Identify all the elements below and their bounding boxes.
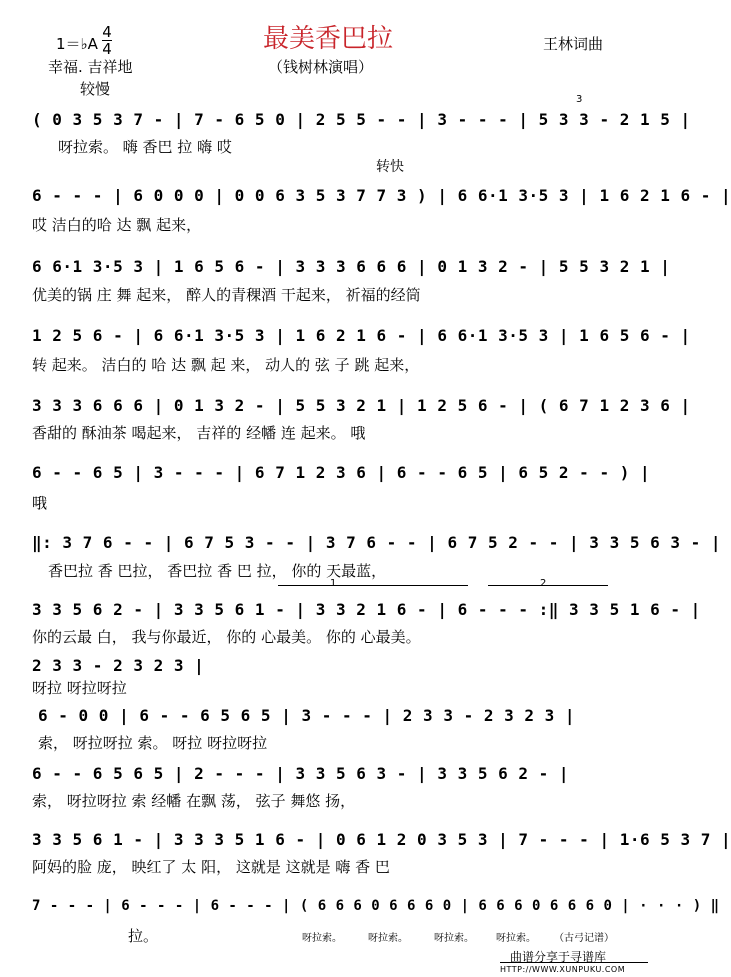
lyrics-line-2: 哎 洁白的哈 达 飘 起来， (32, 216, 202, 234)
score-line-7: ‖: 3 7 6 - - | 6 7 5 3 - - | 3 7 6 - - | 6 7 5 2 - - | 3 3 5 6 3 - | (32, 533, 722, 552)
chant-2: 呀拉索。 (368, 933, 408, 944)
score-line-10: 6 - 0 0 | 6 - - 6 5 6 5 | 3 - - - | 2 3 3 - 2 3 2 3 | (38, 706, 576, 725)
score-line-9: 2 3 3 - 2 3 2 3 | (32, 656, 205, 675)
score-line-5: 3 3 3 6 6 6 | 0 1 3 2 - | 5 5 3 2 1 | 1 2 5 6 - | ( 6 7 1 2 3 6 | (32, 396, 691, 415)
time-sig-bottom: 4 (102, 40, 112, 58)
score-line-2: 6 - - - | 6 0 0 0 | 0 0 6 3 5 3 7 7 3 ) | 6 6·1 3·5 3 | 1 6 2 1 6 - | (32, 186, 731, 205)
lyrics-line-9: 呀拉 呀拉呀拉 (32, 679, 127, 697)
lyrics-line-1: 呀拉索。 嗨 香巴 拉 嗨 哎 (58, 138, 232, 156)
score-line-11: 6 - - 6 5 6 5 | 2 - - - | 3 3 5 6 3 - | 3 3 5 6 2 - | (32, 764, 570, 783)
volta-1-mark: 1 (330, 578, 337, 589)
volta-1-bracket (278, 585, 468, 586)
song-title: 最美香巴拉 (262, 24, 393, 54)
volta-2-mark: 2 (540, 578, 547, 589)
lyrics-line-13: 拉。 (128, 927, 159, 945)
footer-share: 曲谱分享于寻谱库 (510, 950, 607, 964)
lyrics-line-6: 哦 (32, 494, 48, 512)
lyrics-line-10: 索， 呀拉呀拉 索。 呀拉 呀拉呀拉 (38, 734, 268, 752)
volta-2-bracket (488, 585, 608, 586)
lyrics-line-12: 阿妈的脸 庞， 映红了 太 阳， 这就是 这就是 嗨 香 巴 (32, 858, 390, 876)
chant-1: 呀拉索。 (302, 933, 342, 944)
score-line-13: 7 - - - | 6 - - - | 6 - - - | ( 6 6 6 0 6 6 6 0 | 6 6 6 0 6 6 6 0 | · · · ) ‖ (32, 898, 720, 914)
footer-url: HTTP://WWW.XUNPUKU.COM (500, 965, 626, 974)
subtitle: 幸福. 吉祥地 (48, 58, 133, 76)
lyrics-line-8: 你的云最 白， 我与你最近， 你的 心最美。 你的 心最美。 (32, 628, 421, 646)
score-line-1: ( 0 3 5 3 7 - | 7 - 6 5 0 | 2 5 5 - - | 3 - - - | 5 3 3 - 2 1 5 | (32, 110, 691, 129)
lyrics-line-3: 优美的锅 庄 舞 起来， 醉人的青稞酒 干起来， 祈福的经筒 (32, 286, 421, 304)
footer-rule (500, 962, 648, 963)
lyrics-line-4: 转 起来。 洁白的 哈 达 飘 起 来， 动人的 弦 子 跳 起来， (32, 356, 420, 374)
score-line-4: 1 2 5 6 - | 6 6·1 3·5 3 | 1 6 2 1 6 - | 6 6·1 3·5 3 | 1 6 5 6 - | (32, 326, 691, 345)
transcriber: （古弓记谱） (554, 933, 614, 944)
score-line-8: 3 3 5 6 2 - | 3 3 5 6 1 - | 3 3 2 1 6 - | 6 - - - :‖ 3 3 5 1 6 - | (32, 600, 701, 619)
chant-3: 呀拉索。 (434, 933, 474, 944)
score-line-3: 6 6·1 3·5 3 | 1 6 5 6 - | 3 3 3 6 6 6 | 0 1 3 2 - | 5 5 3 2 1 | (32, 257, 671, 276)
score-line-12: 3 3 5 6 1 - | 3 3 3 5 1 6 - | 0 6 1 2 0 3 5 3 | 7 - - - | 1·6 5 3 7 | (32, 830, 731, 849)
lyrics-line-5: 香甜的 酥油茶 喝起来， 吉祥的 经幡 连 起来。 哦 (32, 424, 366, 442)
key-signature: 1＝♭A (56, 35, 98, 53)
chant-4: 呀拉索。 (496, 933, 536, 944)
tempo-marking: 较慢 (80, 80, 111, 98)
singer: （钱树林演唱） (268, 58, 374, 76)
lyrics-line-11: 索， 呀拉呀拉 索 经幡 在飘 荡， 弦子 舞悠 扬， (32, 792, 356, 810)
lyrics-line-7: 香巴拉 香 巴拉， 香巴拉 香 巴 拉， 你的 天最蓝， (48, 562, 387, 580)
composer: 王林词曲 (543, 35, 604, 53)
time-sig-top: 4 (102, 23, 112, 41)
tempo-change: 转快 (376, 159, 404, 175)
time-signature (102, 24, 112, 57)
score-line-6: 6 - - 6 5 | 3 - - - | 6 7 1 2 3 6 | 6 - - 6 5 | 6 5 2 - - ) | (32, 463, 651, 482)
triplet-mark: 3 (576, 94, 583, 105)
